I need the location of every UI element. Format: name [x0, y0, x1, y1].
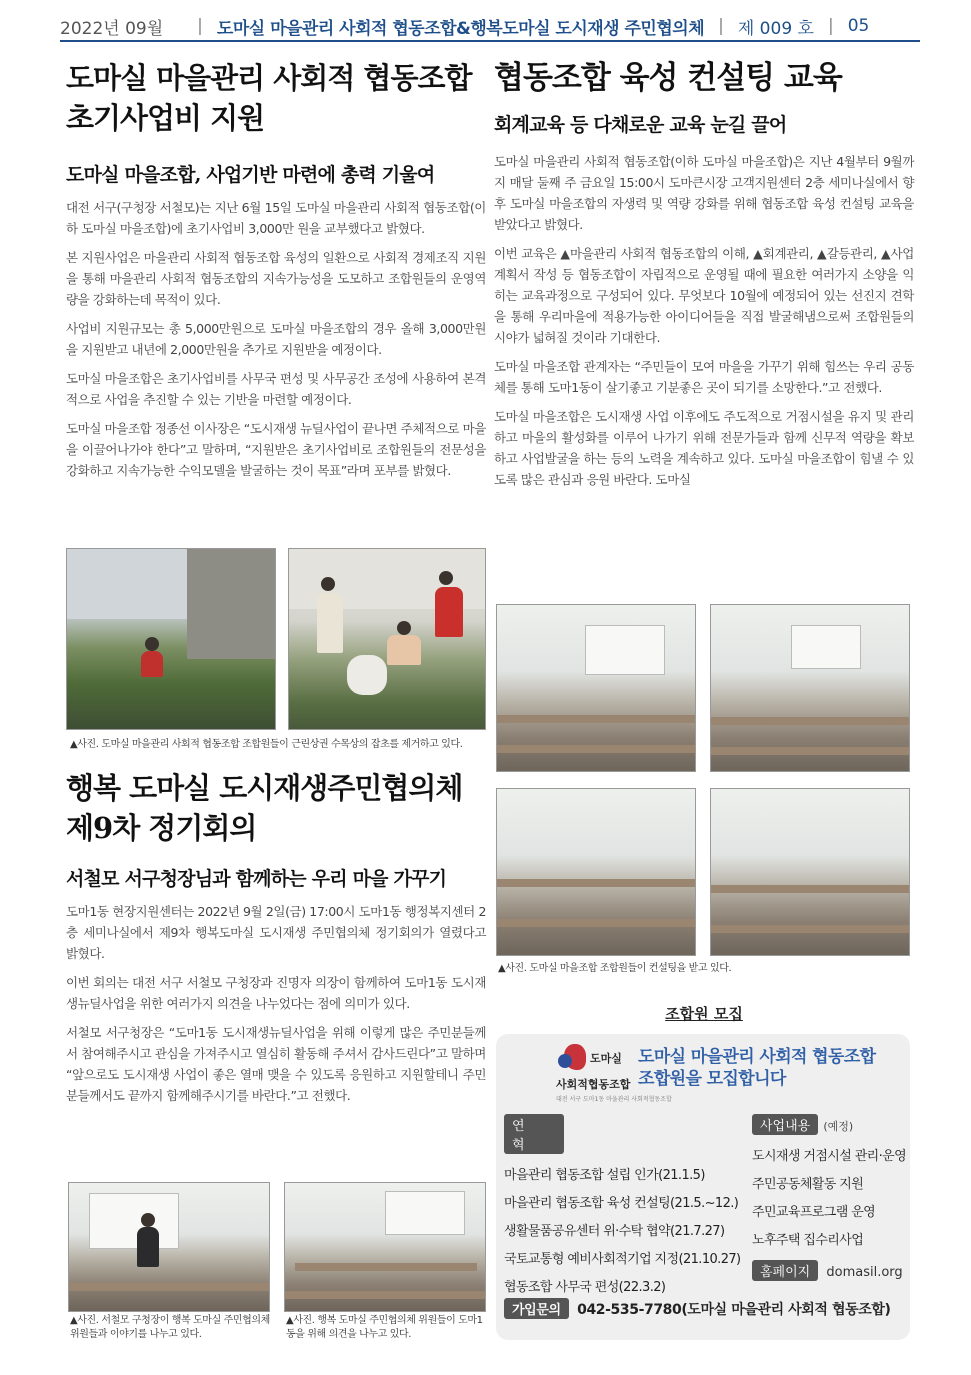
newsletter-org-title: 도마실 마을관리 사회적 협동조합&행복도마실 도시재생 주민협의체	[216, 18, 705, 39]
photo-weeding-group	[288, 548, 486, 730]
paragraph: 도마실 마을관리 사회적 협동조합(이하 도마실 마을조합)은 지난 4월부터 9월까지 매달 둘째 주 금요일 15:00시 도마큰시장 고객지원센터 2층 세미나실에서 향후 도마실 마을조합의 자생력 및 역량 강화를 위해 협동조합 육성 컨설팅 교육을 받았다고 밝혔다.	[494, 154, 914, 232]
article-council-meeting	[66, 768, 486, 1114]
paragraph: 도마1동 현장지원센터는 2022년 9월 2일(금) 17:00시 도마1동 행정복지센터 2층 세미나실에서 제9차 행복도마실 도시재생 주민협의체 정기회의가 열렸다고 밝혔다.	[66, 904, 486, 961]
photo-seminar-1	[496, 604, 696, 772]
issue-date: 2022년 09월	[60, 18, 164, 39]
headline-line: 도마실 마을관리 사회적 협동조합	[638, 1047, 876, 1067]
issue-number: 제 009 호	[737, 18, 814, 39]
list-item: 생활물품공유센터 위·수탁 협약(21.7.27)	[504, 1224, 725, 1239]
title-line: 제9차 정기회의	[66, 811, 257, 845]
logo-text: 사회적협동조합	[556, 1078, 631, 1091]
photo-caption: ▲사진. 행복 도마실 주민협의체 위원들이 도마1동을 위해 의견을 나누고 있다.	[286, 1315, 483, 1340]
list-item: 마을관리 협동조합 설립 인가(21.1.5)	[504, 1168, 705, 1183]
paragraph: 도마실 마을조합 정종선 이사장은 “도시재생 뉴딜사업이 끝나면 주체적으로 마을을 이끌어나가야 한다”고 말하며, “지원받은 초기사업비로 조합원들의 전문성을 강화하고 지속가능한 수익모델을 발굴하는 것이 목표”라며 포부를 밝혔다.	[66, 421, 486, 478]
paragraph: 도마실 마을조합 관계자는 “주민들이 모여 마을을 가꾸기 위해 힘쓰는 우리 공동체를 통해 도마1동이 살기좋고 기분좋은 곳이 되기를 소망한다.”고 전했다.	[494, 359, 914, 395]
business-note: (예정)	[823, 1120, 854, 1133]
header-divider: |	[197, 16, 203, 36]
list-item: 주민공동체활동 지원	[752, 1177, 864, 1192]
article-initial-funding	[66, 58, 486, 489]
photo-council-members	[284, 1182, 486, 1312]
photo-mayor-speaking	[68, 1182, 270, 1312]
title-line: 도마실 마을관리 사회적 협동조합	[66, 61, 472, 95]
logo-text: 도마실	[590, 1052, 622, 1065]
photo-caption: ▲사진. 서철모 구청장이 행복 도마실 주민협의체 위원들과 이야기를 나누고 있다.	[70, 1315, 270, 1340]
history-label: 연혁	[504, 1114, 564, 1154]
article-title: 협동조합 육성 컨설팅 교육	[494, 60, 842, 96]
paragraph: 서철모 서구청장은 “도마1동 도시재생뉴딜사업을 위해 이렇게 많은 주민분들께서 참여해주시고 관심을 가져주시고 열심히 활동해 주셔서 감사드린다”고 말하며 “앞으로도 도시재생 사업이 좋은 열매 맺을 수 있도록 응원하고 지원할테니 주민분들께서도 끝까지 함께해주시기를 바란다.”고 전했다.	[66, 1025, 486, 1103]
contact-label: 가입문의	[504, 1298, 569, 1319]
page-header	[60, 12, 920, 42]
article-subtitle: 도마실 마을조합, 사업기반 마련에 총력 기울여	[66, 164, 435, 186]
photo-caption: ▲사진. 도마실 마을관리 사회적 협동조합 조합원들이 근린상권 수목상의 잡초를 제거하고 있다.	[70, 739, 463, 750]
paragraph: 사업비 지원규모는 총 5,000만원으로 도마실 마을조합의 경우 올해 3,000만원을 지원받고 내년에 2,000만원을 추가로 지원받을 예정이다.	[66, 321, 486, 357]
paragraph: 본 지원사업은 마을관리 사회적 협동조합 육성의 일환으로 사회적 경제조직 지원을 통해 마을관리 사회적 협동조합의 지속가능성을 도모하고 조합원들의 운영역량을 강화하는데 목적이 있다.	[66, 250, 486, 307]
contact-info	[504, 1298, 891, 1319]
business-label: 사업내용	[752, 1114, 818, 1135]
article-subtitle: 서철모 서구청장님과 함께하는 우리 마을 가꾸기	[66, 868, 447, 890]
logo-mark-icon	[558, 1054, 572, 1068]
business-list	[752, 1114, 910, 1255]
photo-seminar-4	[710, 788, 910, 956]
recruit-headline	[638, 1046, 875, 1090]
history-list	[504, 1114, 744, 1302]
paragraph: 대전 서구(구청장 서철모)는 지난 6월 15일 도마실 마을관리 사회적 협동조합(이하 도마실 마을조합)에 초기사업비 3,000만 원을 교부했다고 밝혔다.	[66, 200, 486, 236]
article-title	[66, 58, 486, 138]
paragraph: 이번 회의는 대전 서구 서철모 구청장과 진명자 의장이 함께하여 도마1동 도시재생뉴딜사업을 위한 여러가지 의견을 나누었다는 점에 의미가 있다.	[66, 975, 486, 1011]
recruit-section-title: 조합원 모집	[665, 1005, 743, 1023]
list-item: 협동조합 사무국 편성(22.3.2)	[504, 1280, 666, 1295]
paragraph: 도마실 마을조합은 초기사업비를 사무국 편성 및 사무공간 조성에 사용하여 본격적으로 사업을 추진할 수 있는 기반을 마련할 예정이다.	[66, 371, 486, 407]
list-item: 도시재생 거점시설 관리·운영	[752, 1149, 907, 1164]
photo-weeding-street	[66, 548, 276, 730]
homepage	[752, 1260, 903, 1281]
photo-seminar-2	[710, 604, 910, 772]
list-item: 국토교통형 예비사회적기업 지정(21.10.27)	[504, 1252, 741, 1267]
list-item: 마을관리 협동조합 육성 컨설팅(21.5.~12.)	[504, 1196, 739, 1211]
list-item: 노후주택 집수리사업	[752, 1233, 864, 1248]
homepage-link[interactable]: domasil.org	[826, 1265, 903, 1280]
headline-line: 조합원을 모집합니다	[638, 1069, 786, 1089]
title-line: 초기사업비 지원	[66, 101, 265, 135]
article-title	[66, 768, 486, 848]
logo-text: 대전 서구 도마1동 마을관리 사회적협동조합	[556, 1096, 672, 1103]
list-item: 주민교육프로그램 운영	[752, 1205, 876, 1220]
homepage-label: 홈페이지	[752, 1260, 818, 1281]
paragraph: 이번 교육은 ▲마을관리 사회적 협동조합의 이해, ▲회계관리, ▲갈등관리, ▲사업계획서 작성 등 협동조합이 자립적으로 운영될 때에 필요한 여러가지 소양을 익히는 교육과정으로 구성되어 있다. 무엇보다 10월에 예정되어 있는 선진지 견학을 통해 우리마을에 적용가능한 아이디어들을 직접 발굴해냄으로써 조합원들의 시야가 넓혀질 것이라 기대한다.	[494, 246, 914, 345]
paragraph: 도마실 마을조합은 도시재생 사업 이후에도 주도적으로 거점시설을 유지 및 관리하고 마을의 활성화를 이루어 나가기 위해 전문가들과 함께 신무적 역량을 확보하고 사업발굴을 하는 등의 노력을 계속하고 있다. 도마실 마을조합이 힘낼 수 있도록 많은 관심과 응원 바란다. 도마실	[494, 409, 914, 487]
header-divider: |	[827, 16, 834, 36]
photo-caption: ▲사진. 도마실 마을조합 조합원들이 컨설팅을 받고 있다.	[498, 963, 732, 974]
article-consulting-education	[494, 58, 914, 498]
photo-seminar-3	[496, 788, 696, 956]
recruit-box	[496, 1034, 910, 1340]
header-divider: |	[718, 16, 724, 36]
title-line: 행복 도마실 도시재생주민협의체	[66, 771, 463, 805]
cooperative-logo	[556, 1044, 672, 1106]
article-subtitle: 회계교육 등 다채로운 교육 눈길 끌어	[494, 114, 787, 136]
contact-phone: 042-535-7780(도마실 마을관리 사회적 협동조합)	[577, 1302, 891, 1318]
page-number: 05	[847, 16, 870, 36]
